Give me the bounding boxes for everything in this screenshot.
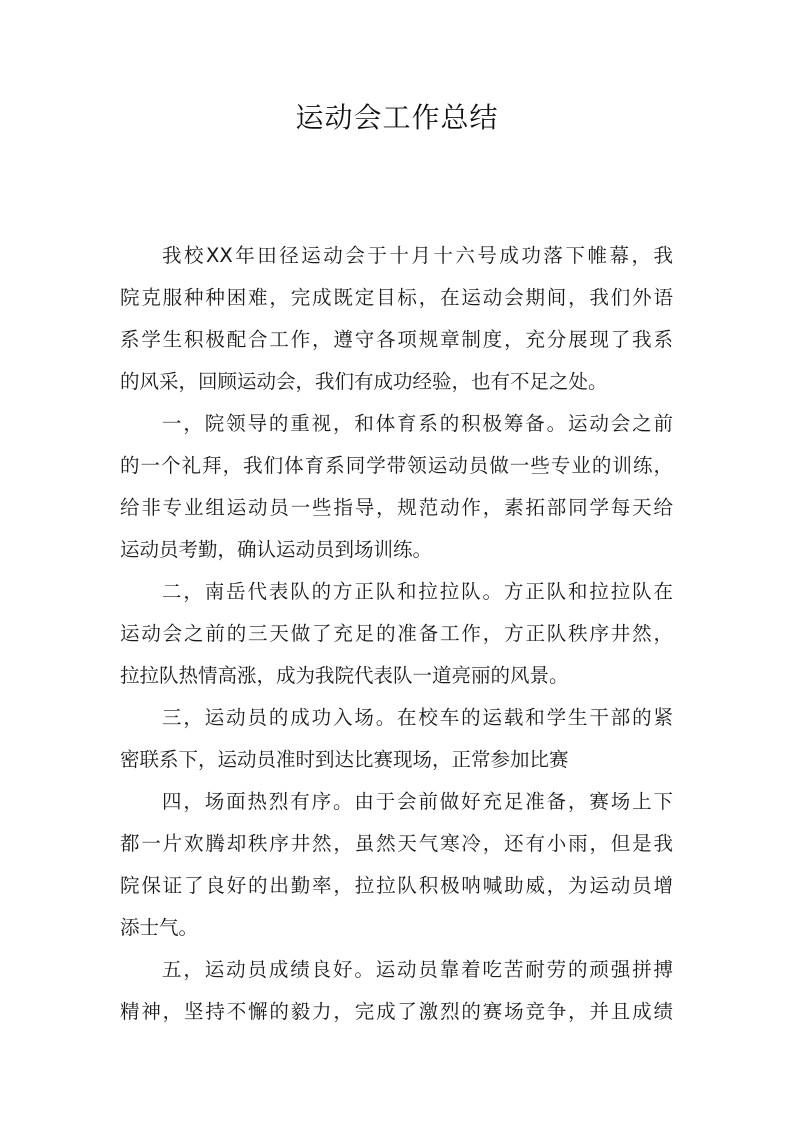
paragraph-4-line-2: 密联系下，运动员准时到达比赛现场，正常参加比赛 [120, 748, 569, 771]
paragraph-5-line-4: 添士气。 [120, 916, 199, 939]
paragraph-3-line-1: 二，南岳代表队的方正队和拉拉队。方正队和拉拉队在 [162, 580, 673, 603]
paragraph-3-line-3: 拉拉队热情高涨，成为我院代表队一道亮丽的风景。 [120, 664, 569, 687]
document-title: 运动会工作总结 [295, 101, 499, 134]
paragraph-3-line-2: 运动会之前的三天做了充足的准备工作，方正队秩序井然， [120, 622, 673, 645]
paragraph-6-line-1: 五，运动员成绩良好。运动员靠着吃苦耐劳的顽强拼搏 [162, 958, 673, 981]
paragraph-5-line-2: 都一片欢腾却秩序井然，虽然天气寒冷，还有小雨，但是我 [120, 832, 673, 855]
paragraph-5-line-3: 院保证了良好的出勤率，拉拉队积极呐喊助威，为运动员增 [120, 874, 673, 897]
paragraph-2-line-4: 运动员考勤，确认运动员到场训练。 [120, 538, 433, 561]
paragraph-5-line-1: 四，场面热烈有序。由于会前做好充足准备，赛场上下 [162, 790, 673, 813]
paragraph-1-line-4: 的风采，回顾运动会，我们有成功经验，也有不足之处。 [120, 370, 608, 393]
paragraph-6-line-2: 精神，坚持不懈的毅力，完成了激烈的赛场竞争，并且成绩 [120, 1000, 673, 1023]
paragraph-2-line-2: 的一个礼拜，我们体育系同学带领运动员做一些专业的训练， [120, 454, 673, 477]
paragraph-1-line-3: 系学生积极配合工作，遵守各项规章制度，充分展现了我系 [120, 328, 673, 351]
paragraph-2-line-3: 给非专业组运动员一些指导，规范动作，素拓部同学每天给 [120, 496, 673, 519]
paragraph-1-line-2: 院克服种种困难，完成既定目标，在运动会期间，我们外语 [120, 286, 673, 309]
paragraph-1-line-1: 我校XX年田径运动会于十月十六号成功落下帷幕，我 [162, 244, 673, 267]
paragraph-2-line-1: 一，院领导的重视，和体育系的积极筹备。运动会之前 [162, 412, 673, 435]
paragraph-4-line-1: 三，运动员的成功入场。在校车的运载和学生干部的紧 [162, 706, 673, 729]
